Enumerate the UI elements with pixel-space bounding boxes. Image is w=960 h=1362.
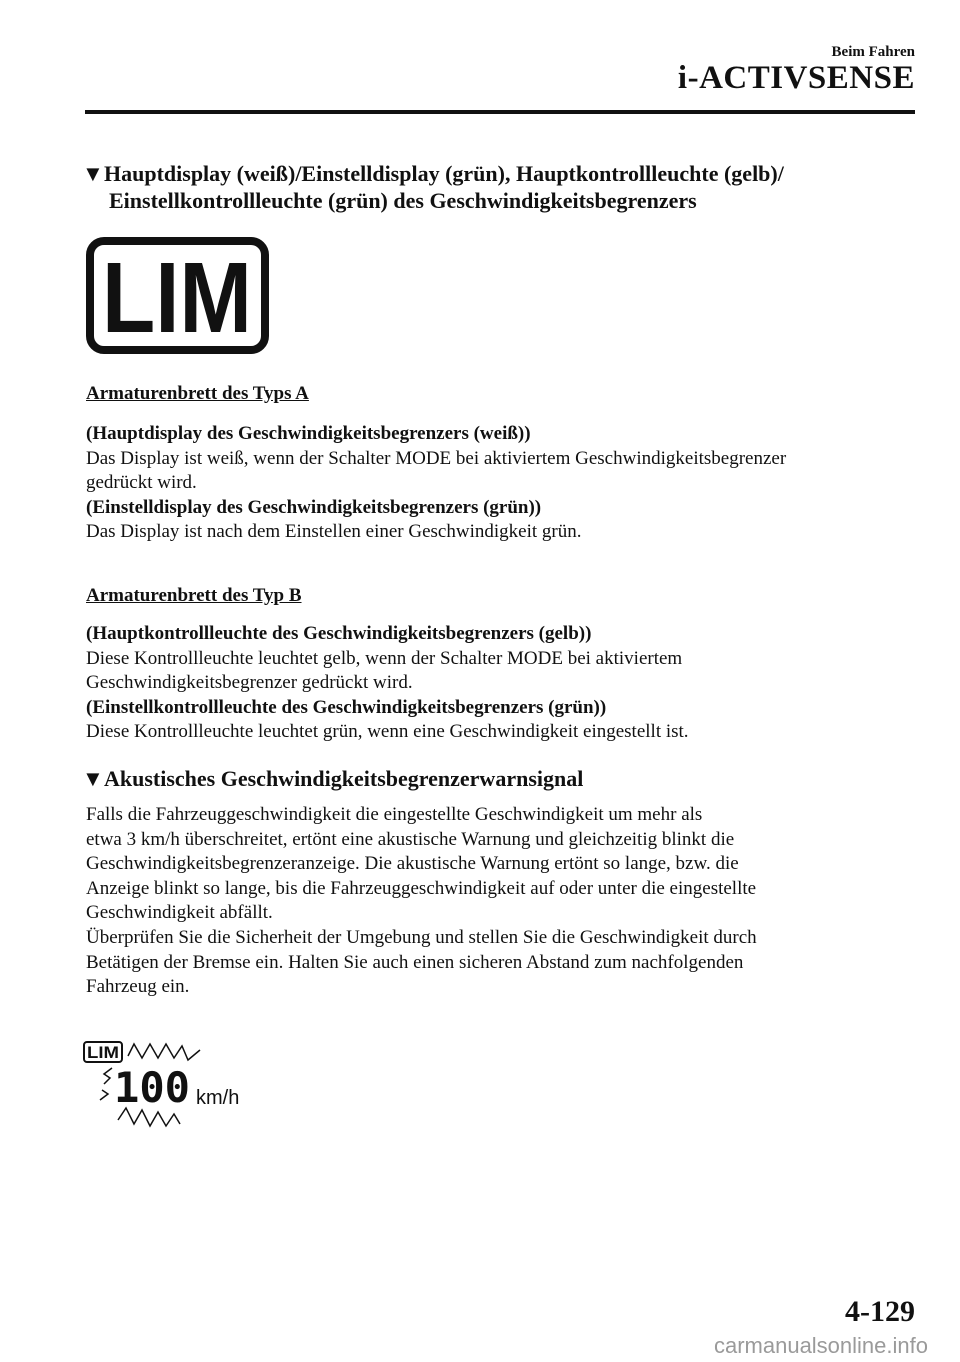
body-line: etwa 3 km/h überschreitet, ertönt eine akustische Warnung und gleichzeitig blinkt die [86, 828, 735, 850]
body-line: Überprüfen Sie die Sicherheit der Umgebung und stellen Sie die Geschwindigkeit durch [86, 926, 757, 948]
type-a-item2-text: Das Display ist nach dem Einstellen einer Geschwindigkeit grün. [86, 521, 582, 542]
lim-icon-text: LIM [102, 245, 252, 346]
body-line: Geschwindigkeitsbegrenzeranzeige. Die akustische Warnung ertönt so lange, bzw. die [86, 853, 739, 875]
type-b-content [86, 622, 921, 745]
body-line: Anzeige blinkt so lange, bis die Fahrzeuggeschwindigkeit auf oder unter die eingestellte [86, 877, 757, 899]
heading-text: Akustisches Geschwindigkeitsbegrenzerwarnsignal [104, 766, 584, 791]
type-a-item1-text-line2: gedrückt wird. [86, 472, 197, 493]
type-b-item1-title: (Hauptkontrollleuchte des Geschwindigkeitsbegrenzers (gelb)) [86, 623, 592, 644]
body-line: Betätigen der Bremse ein. Halten Sie auch einen sicheren Abstand zum nachfolgenden [86, 951, 744, 973]
speed-limit-warning-illustration [82, 1038, 262, 1133]
down-triangle-icon: ▼ [82, 161, 104, 186]
type-b-item2-text: Diese Kontrollleuchte leuchtet grün, wenn eine Geschwindigkeit eingestellt ist. [86, 721, 689, 742]
page-title: i-ACTIVSENSE [677, 60, 915, 96]
body-line: Falls die Fahrzeuggeschwindigkeit die eingestellte Geschwindigkeit um mehr als [86, 804, 703, 825]
type-a-content [86, 422, 921, 545]
watermark: carmanualsonline.info [713, 1333, 928, 1358]
speed-value-text: 100 [114, 1063, 190, 1112]
lim-indicator-icon [86, 237, 269, 354]
down-triangle-icon: ▼ [82, 766, 104, 791]
blink-zigzag-left [104, 1068, 112, 1084]
blink-zigzag-top [128, 1044, 200, 1060]
type-b-item1-text-line2: Geschwindigkeitsbegrenzer gedrückt wird. [86, 672, 413, 693]
type-b-title: Armaturenbrett des Typ B [86, 585, 302, 606]
header-divider [85, 110, 915, 114]
type-a-title: Armaturenbrett des Typs A [86, 383, 309, 404]
speed-unit-text: km/h [196, 1087, 240, 1109]
body-line: Geschwindigkeit abfällt. [86, 902, 273, 924]
lim-mini-label: LIM [87, 1043, 119, 1062]
type-a-item1-text-line1: Das Display ist weiß, wenn der Schalter MODE bei aktiviertem Geschwindigkeitsbegrenzer [86, 447, 787, 469]
chapter-label: Beim Fahren [831, 44, 915, 60]
section-heading-lim-display [82, 160, 784, 214]
type-a-item1-title: (Hauptdisplay des Geschwindigkeitsbegrenzers (weiß)) [86, 423, 531, 444]
type-a-item2-title: (Einstelldisplay des Geschwindigkeitsbegrenzers (grün)) [86, 496, 542, 518]
type-b-item2-title: (Einstellkontrollleuchte des Geschwindigkeitsbegrenzers (grün)) [86, 696, 607, 718]
type-b-item1-text-line1: Diese Kontrollleuchte leuchtet gelb, wenn der Schalter MODE bei aktiviertem [86, 647, 683, 669]
heading-line-2: Einstellkontrollleuchte (grün) des Geschwindigkeitsbegrenzers [109, 188, 697, 213]
page-number: 4-129 [845, 1295, 915, 1328]
body-line: Fahrzeug ein. [86, 976, 190, 998]
blink-zigzag-left2 [100, 1090, 108, 1100]
section-heading-warning-signal [82, 765, 583, 792]
heading-line-1: Hauptdisplay (weiß)/Einstelldisplay (grün), Hauptkontrollleuchte (gelb)/ [104, 161, 784, 186]
warning-signal-body [86, 803, 921, 1000]
